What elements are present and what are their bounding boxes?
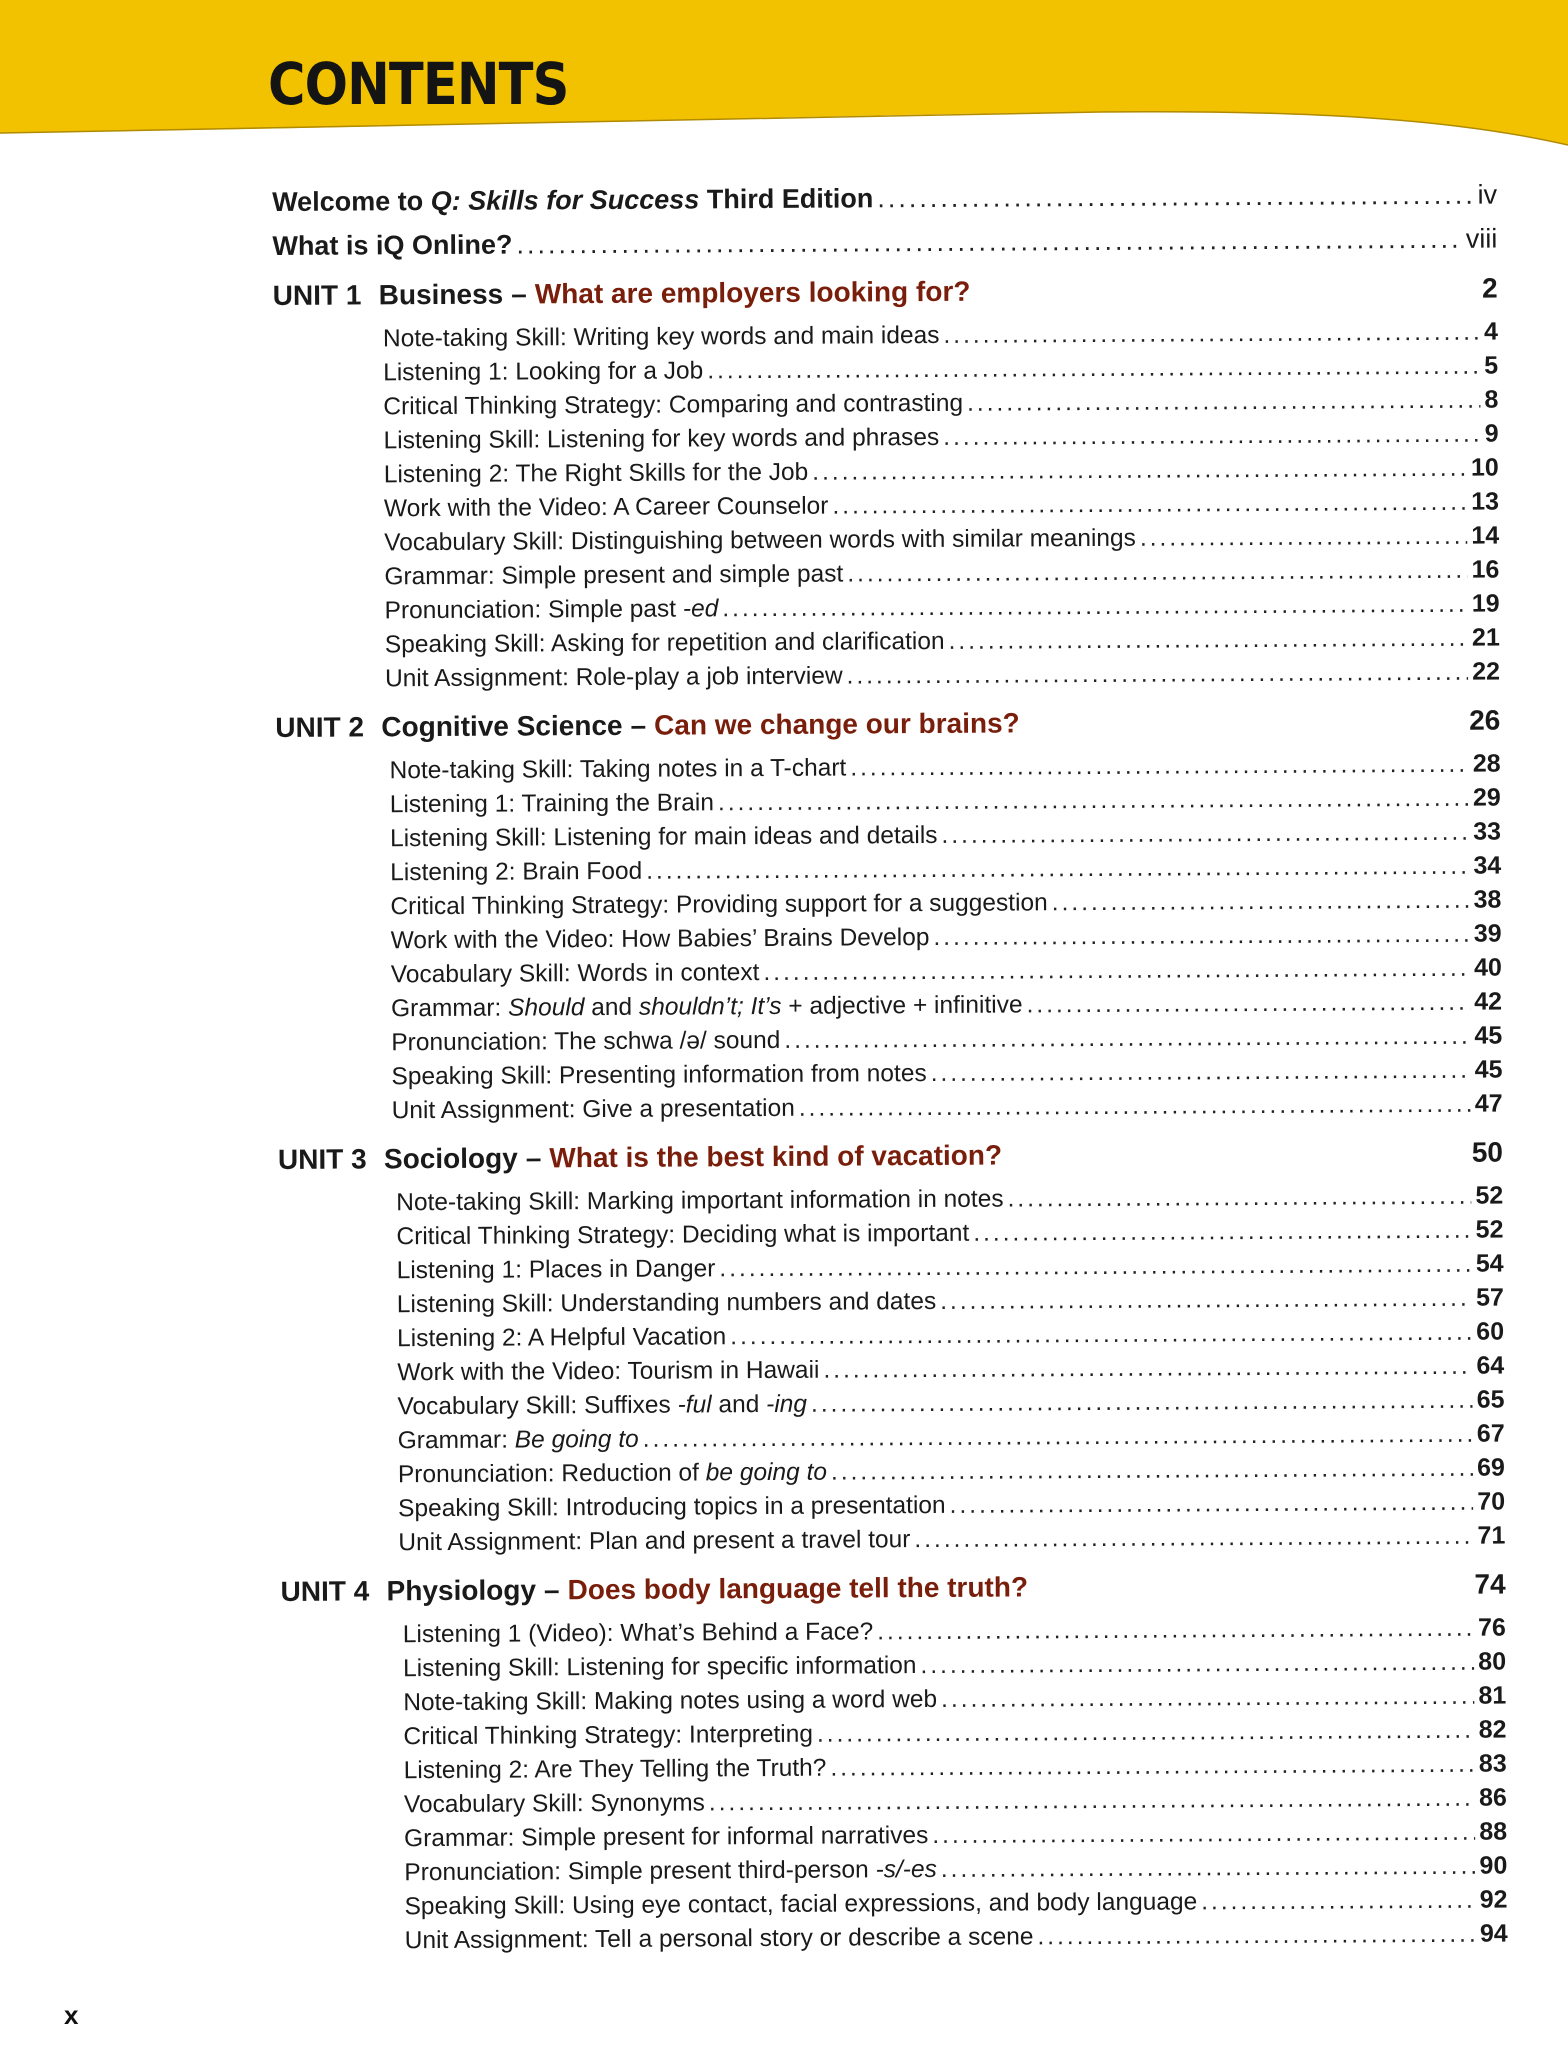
entry-page-number: 13 bbox=[1471, 487, 1500, 516]
unit-heading[interactable] bbox=[273, 263, 1498, 322]
label-text: Grammar: Simple present for informal narratives bbox=[404, 1822, 929, 1853]
unit-items bbox=[276, 747, 1503, 1128]
unit-items bbox=[281, 1610, 1508, 1957]
unit-question: What is the best kind of vacation? bbox=[549, 1139, 1003, 1174]
entry-title bbox=[396, 1217, 969, 1253]
entry-page-number: 33 bbox=[1473, 817, 1502, 846]
unit-heading[interactable] bbox=[278, 1126, 1503, 1185]
page-number-folio: x bbox=[64, 2000, 79, 2030]
unit-page-number: 74 bbox=[1474, 1568, 1506, 1600]
label-text: Work with the Video: How Babies’ Brains Develop bbox=[390, 923, 930, 955]
entry-title bbox=[383, 354, 703, 389]
unit-page-number: 50 bbox=[1471, 1136, 1504, 1168]
label-text: Listening Skill: Understanding numbers and dates bbox=[396, 1287, 937, 1319]
entry-page-number: 5 bbox=[1484, 351, 1499, 380]
entry-page-number: 81 bbox=[1478, 1681, 1507, 1710]
entry-title bbox=[384, 522, 1136, 560]
label-text: be going to bbox=[705, 1458, 828, 1487]
label-text: and bbox=[711, 1391, 767, 1419]
label-text: Should bbox=[508, 994, 585, 1022]
entry-title bbox=[390, 786, 714, 821]
toc-entry[interactable] bbox=[396, 1212, 1503, 1253]
toc-entry[interactable] bbox=[391, 1019, 1502, 1060]
entry-title bbox=[397, 1252, 716, 1287]
entry-title bbox=[385, 660, 843, 696]
entry-page-number: 39 bbox=[1473, 919, 1502, 948]
entry-page-number: 29 bbox=[1472, 783, 1501, 812]
toc-entry[interactable] bbox=[391, 985, 1502, 1026]
toc-entry[interactable] bbox=[390, 815, 1501, 856]
unit-dash: – bbox=[543, 1574, 560, 1606]
entry-page-number: 90 bbox=[1479, 1851, 1508, 1880]
toc-entry[interactable] bbox=[391, 917, 1502, 958]
header-banner bbox=[0, 0, 1568, 200]
toc-entry[interactable] bbox=[384, 485, 1499, 526]
dot-leader bbox=[1201, 1884, 1476, 1920]
page-title: CONTENTS bbox=[268, 50, 569, 118]
table-of-contents bbox=[272, 173, 1508, 1964]
entry-page-number: 57 bbox=[1475, 1283, 1504, 1312]
label-text: Vocabulary Skill: Distinguishing between words with similar meanings bbox=[384, 524, 1136, 557]
entry-page-number: 42 bbox=[1474, 987, 1503, 1016]
entry-title bbox=[391, 956, 760, 991]
entry-title bbox=[397, 1388, 807, 1424]
entry-title bbox=[398, 1423, 639, 1457]
label-text: -ing bbox=[766, 1390, 808, 1419]
dot-leader bbox=[943, 316, 1480, 353]
entry-page-number: 82 bbox=[1478, 1715, 1507, 1744]
toc-entry[interactable] bbox=[383, 349, 1498, 390]
entry-title bbox=[383, 319, 940, 355]
entry-title bbox=[390, 855, 642, 890]
label-text: Speaking Skill: Presenting information from notes bbox=[391, 1060, 927, 1091]
entry-page-number: 94 bbox=[1479, 1919, 1508, 1948]
entry-title bbox=[391, 1057, 926, 1093]
unit-subject: Sociology bbox=[383, 1142, 518, 1175]
toc-entry[interactable] bbox=[397, 1246, 1504, 1287]
entry-title bbox=[390, 819, 938, 855]
toc-entry[interactable] bbox=[403, 1678, 1506, 1719]
label-text: Listening 2: Are They Telling the Truth? bbox=[403, 1754, 827, 1785]
unit-number: UNIT 1 bbox=[272, 279, 362, 311]
label-text: Grammar: bbox=[397, 1426, 515, 1455]
dot-leader bbox=[719, 1248, 1472, 1287]
label-text: Grammar: bbox=[390, 994, 509, 1023]
label-text: Speaking Skill: Using eye contact, facial expressions, and body language bbox=[404, 1888, 1198, 1921]
entry-title bbox=[404, 1853, 937, 1889]
unit-heading[interactable] bbox=[275, 695, 1500, 754]
dot-leader bbox=[941, 1680, 1475, 1717]
label-text: Listening 1: Looking for a Job bbox=[383, 357, 704, 387]
toc-entry[interactable] bbox=[397, 1382, 1504, 1423]
label-text: Listening 2: A Helpful Vacation bbox=[396, 1323, 727, 1353]
label-text: Note-taking Skill: Marking important information in notes bbox=[396, 1185, 1004, 1217]
label-text: Unit Assignment: Give a presentation bbox=[391, 1094, 795, 1125]
toc-entry[interactable] bbox=[384, 553, 1499, 594]
entry-title bbox=[272, 223, 512, 268]
label-text: Critical Thinking Strategy: Deciding what is important bbox=[396, 1219, 970, 1251]
toc-entry[interactable] bbox=[390, 849, 1501, 890]
entry-page-number: 4 bbox=[1483, 317, 1499, 346]
entry-title bbox=[272, 176, 873, 224]
dot-leader bbox=[1007, 1180, 1471, 1217]
dot-leader bbox=[817, 1714, 1475, 1752]
front-matter-entry[interactable] bbox=[272, 173, 1497, 224]
entry-page-number: 64 bbox=[1476, 1351, 1505, 1380]
unit-page-number: 2 bbox=[1482, 272, 1498, 304]
toc-entry[interactable] bbox=[385, 587, 1500, 628]
toc-entry[interactable] bbox=[385, 655, 1500, 696]
dot-leader bbox=[914, 1520, 1473, 1557]
dot-leader bbox=[850, 748, 1469, 786]
label-text: Note-taking Skill: Taking notes in a T-chart bbox=[389, 754, 847, 785]
entry-page-number: 65 bbox=[1476, 1385, 1505, 1414]
entry-title bbox=[385, 625, 945, 661]
label-text: Pronunciation: Simple past bbox=[384, 595, 683, 625]
label-text: Grammar: Simple present and simple past bbox=[384, 560, 844, 591]
toc-entry[interactable] bbox=[398, 1484, 1505, 1525]
dot-leader bbox=[1140, 520, 1468, 556]
unit-section bbox=[273, 263, 1501, 696]
dot-leader bbox=[973, 1214, 1472, 1251]
unit-subject: Cognitive Science bbox=[381, 709, 623, 743]
dot-leader bbox=[948, 622, 1468, 659]
entry-page-number: 52 bbox=[1475, 1215, 1504, 1244]
entry-page-number: 45 bbox=[1474, 1021, 1503, 1050]
toc-entry[interactable] bbox=[390, 747, 1501, 788]
unit-section bbox=[280, 1558, 1507, 1957]
label-text: -s/-es bbox=[875, 1855, 937, 1884]
entry-page-number: 19 bbox=[1471, 589, 1500, 618]
toc-entry[interactable] bbox=[397, 1348, 1504, 1389]
unit-subject: Business bbox=[378, 278, 504, 311]
entry-page-number: 92 bbox=[1479, 1885, 1508, 1914]
unit-dash: – bbox=[511, 278, 527, 310]
toc-entry[interactable] bbox=[404, 1848, 1507, 1889]
dot-leader bbox=[763, 952, 1470, 990]
toc-entry[interactable] bbox=[390, 883, 1501, 924]
entry-title bbox=[404, 1752, 827, 1788]
label-text: Unit Assignment: Role-play a job interview bbox=[384, 662, 843, 693]
toc-entry[interactable] bbox=[405, 1916, 1508, 1957]
label-text: Work with the Video: Tourism in Hawaii bbox=[397, 1356, 820, 1387]
dot-leader bbox=[718, 782, 1469, 821]
entry-page-number: 9 bbox=[1484, 419, 1499, 448]
entry-page-number: 38 bbox=[1473, 885, 1502, 914]
dot-leader bbox=[831, 1452, 1473, 1490]
label-text: -ed bbox=[682, 595, 719, 623]
label-text: Note-taking Skill: Writing key words and main ideas bbox=[382, 321, 940, 353]
dot-leader bbox=[933, 918, 1470, 955]
unit-number: UNIT 3 bbox=[277, 1143, 367, 1175]
label-text: Note-taking Skill: Making notes using a word web bbox=[403, 1685, 938, 1717]
entry-title bbox=[383, 387, 963, 424]
entry-title bbox=[391, 1024, 780, 1059]
toc-entry[interactable] bbox=[398, 1450, 1505, 1491]
entry-page-number: 52 bbox=[1475, 1181, 1504, 1210]
entry-title bbox=[398, 1489, 946, 1525]
toc-entry[interactable] bbox=[396, 1178, 1503, 1219]
entry-page-number: 45 bbox=[1474, 1055, 1503, 1084]
dot-leader bbox=[1026, 986, 1470, 1023]
label-text: Vocabulary Skill: Suffixes bbox=[397, 1391, 678, 1421]
entry-title bbox=[397, 1320, 726, 1355]
entry-page-number: iv bbox=[1477, 179, 1498, 210]
entry-title bbox=[403, 1615, 874, 1651]
dot-leader bbox=[799, 1088, 1471, 1126]
label-text: Pronunciation: The schwa /ə/ sound bbox=[391, 1026, 781, 1057]
toc-entry[interactable] bbox=[397, 1280, 1504, 1321]
entry-title bbox=[405, 1920, 1034, 1957]
label-text: Critical Thinking Strategy: Providing support for a suggestion bbox=[390, 889, 1048, 921]
entry-title bbox=[383, 421, 939, 457]
entry-title bbox=[404, 1819, 928, 1855]
entry-title bbox=[403, 1649, 917, 1685]
label-text: Listening 1 (Video): What’s Behind a Face? bbox=[402, 1618, 874, 1649]
label-text: Vocabulary Skill: Synonyms bbox=[403, 1789, 705, 1819]
entry-page-number: 88 bbox=[1479, 1817, 1508, 1846]
label-text: Unit Assignment: Plan and present a travel tour bbox=[398, 1526, 911, 1557]
toc-entry[interactable] bbox=[398, 1518, 1505, 1559]
label-text: Third Edition bbox=[699, 183, 874, 215]
label-text: Critical Thinking Strategy: Comparing and contrasting bbox=[383, 389, 964, 421]
entry-title bbox=[391, 988, 1023, 1025]
label-text: Listening Skill: Listening for key words and phrases bbox=[383, 423, 940, 455]
toc-entry[interactable] bbox=[384, 519, 1499, 560]
dot-leader bbox=[811, 1384, 1473, 1422]
unit-dash: – bbox=[525, 1142, 542, 1174]
dot-leader bbox=[707, 350, 1480, 389]
entry-title bbox=[384, 456, 809, 492]
dot-leader bbox=[823, 1350, 1472, 1388]
entry-page-number: 71 bbox=[1477, 1521, 1506, 1550]
entry-page-number: 80 bbox=[1478, 1647, 1507, 1676]
entry-title bbox=[384, 558, 843, 594]
label-text: Pronunciation: Reduction of bbox=[397, 1459, 706, 1489]
unit-number: UNIT 2 bbox=[275, 711, 365, 743]
unit-dash: – bbox=[630, 709, 647, 741]
entry-title bbox=[404, 1885, 1197, 1923]
toc-entry[interactable] bbox=[383, 417, 1498, 458]
toc-entry[interactable] bbox=[391, 1053, 1502, 1094]
dot-leader bbox=[941, 1850, 1476, 1887]
entry-title bbox=[398, 1523, 910, 1559]
units-list bbox=[273, 263, 1508, 1958]
dot-leader bbox=[943, 418, 1481, 455]
label-text: Unit Assignment: Tell a personal story or describe a scene bbox=[404, 1923, 1034, 1955]
entry-title bbox=[397, 1354, 819, 1390]
dot-leader bbox=[932, 1816, 1475, 1853]
entry-title bbox=[390, 886, 1048, 923]
unit-page-number: 26 bbox=[1469, 704, 1501, 736]
entry-page-number: 60 bbox=[1476, 1317, 1505, 1346]
toc-entry[interactable] bbox=[392, 1086, 1503, 1127]
toc-entry[interactable] bbox=[403, 1644, 1506, 1685]
label-text: Critical Thinking Strategy: Interpreting bbox=[403, 1720, 814, 1751]
label-text: Q: Skills for Success bbox=[430, 184, 700, 217]
unit-subject: Physiology bbox=[386, 1574, 537, 1607]
label-text: Work with the Video: A Career Counselor bbox=[383, 492, 829, 523]
dot-leader bbox=[643, 1418, 1473, 1457]
dot-leader bbox=[784, 1020, 1470, 1058]
dot-leader bbox=[722, 588, 1468, 627]
entry-page-number: 16 bbox=[1471, 555, 1500, 584]
entry-title bbox=[396, 1183, 1004, 1220]
unit-question: Does body language tell the truth? bbox=[567, 1571, 1029, 1606]
dot-leader bbox=[967, 384, 1481, 421]
entry-page-number: 22 bbox=[1472, 657, 1501, 686]
label-text: Be going to bbox=[514, 1425, 639, 1454]
dot-leader bbox=[1052, 884, 1470, 921]
entry-title bbox=[384, 490, 829, 526]
toc-entry[interactable] bbox=[404, 1882, 1507, 1923]
toc-entry[interactable] bbox=[383, 315, 1498, 356]
label-text: Listening 2: The Right Skills for the Job bbox=[383, 458, 809, 489]
label-text: and bbox=[584, 993, 640, 1022]
banner-shape bbox=[0, 0, 1568, 200]
toc-entry[interactable] bbox=[384, 451, 1499, 492]
toc-entry[interactable] bbox=[404, 1814, 1507, 1855]
entry-title bbox=[398, 1456, 827, 1492]
entry-page-number: 54 bbox=[1475, 1249, 1504, 1278]
label-text: Speaking Skill: Asking for repetition and clarification bbox=[384, 627, 945, 659]
unit-question: Can we change our brains? bbox=[654, 707, 1020, 741]
label-text: -ful bbox=[677, 1391, 712, 1419]
label-text: Listening 2: Brain Food bbox=[390, 857, 643, 887]
toc-entry[interactable] bbox=[391, 951, 1502, 992]
entry-title bbox=[390, 752, 847, 788]
entry-page-number: 34 bbox=[1473, 851, 1502, 880]
dot-leader bbox=[940, 1282, 1472, 1319]
dot-leader bbox=[730, 1316, 1472, 1355]
entry-title bbox=[391, 921, 930, 957]
toc-entry[interactable] bbox=[404, 1746, 1507, 1787]
dot-leader bbox=[877, 1612, 1474, 1650]
entry-page-number: 47 bbox=[1474, 1089, 1503, 1118]
entry-page-number: 70 bbox=[1477, 1487, 1506, 1516]
front-matter-list bbox=[272, 173, 1498, 268]
entry-page-number: 14 bbox=[1471, 521, 1500, 550]
toc-entry[interactable] bbox=[385, 621, 1500, 662]
unit-question: What are employers looking for? bbox=[534, 275, 971, 310]
unit-section bbox=[275, 695, 1503, 1128]
toc-entry[interactable] bbox=[403, 1712, 1506, 1753]
dot-leader bbox=[846, 656, 1468, 694]
label-text: Listening Skill: Listening for main ideas and details bbox=[389, 821, 938, 853]
entry-page-number: 21 bbox=[1471, 623, 1500, 652]
toc-entry[interactable] bbox=[398, 1416, 1505, 1457]
toc-entry[interactable] bbox=[390, 781, 1501, 822]
toc-entry[interactable] bbox=[383, 383, 1498, 424]
label-text: Speaking Skill: Introducing topics in a presentation bbox=[398, 1491, 946, 1523]
entry-page-number: 28 bbox=[1472, 749, 1501, 778]
entry-page-number: 69 bbox=[1476, 1453, 1505, 1482]
dot-leader bbox=[931, 1054, 1471, 1091]
toc-entry[interactable] bbox=[397, 1314, 1504, 1355]
dot-leader bbox=[877, 173, 1474, 221]
label-text: shouldn’t; It’s bbox=[638, 992, 782, 1021]
dot-leader bbox=[847, 554, 1468, 592]
label-text: Welcome to bbox=[272, 186, 431, 217]
label-text: Listening 1: Training the Brain bbox=[389, 789, 715, 819]
dot-leader bbox=[646, 850, 1469, 889]
entry-page-number: viii bbox=[1465, 223, 1498, 254]
unit-heading[interactable] bbox=[280, 1558, 1505, 1617]
entry-title bbox=[403, 1683, 937, 1719]
entry-page-number: 86 bbox=[1479, 1783, 1507, 1812]
label-text: Pronunciation: Simple present third-person bbox=[404, 1856, 876, 1887]
unit-items bbox=[273, 315, 1500, 696]
dot-leader bbox=[812, 452, 1467, 490]
entry-title bbox=[392, 1092, 795, 1127]
entry-title bbox=[397, 1285, 937, 1321]
unit-items bbox=[278, 1178, 1505, 1559]
entry-page-number: 83 bbox=[1478, 1749, 1507, 1778]
dot-leader bbox=[941, 816, 1469, 853]
dot-leader bbox=[516, 217, 1462, 267]
entry-page-number: 40 bbox=[1473, 953, 1502, 982]
dot-leader bbox=[832, 486, 1467, 524]
unit-number: UNIT 4 bbox=[280, 1575, 370, 1607]
unit-section bbox=[278, 1126, 1506, 1559]
label-text: What is iQ Online? bbox=[272, 229, 513, 261]
dot-leader bbox=[920, 1646, 1474, 1683]
dot-leader bbox=[830, 1748, 1475, 1786]
entry-page-number: 8 bbox=[1484, 385, 1499, 414]
entry-page-number: 76 bbox=[1477, 1613, 1506, 1642]
toc-entry[interactable] bbox=[403, 1610, 1506, 1651]
entry-title bbox=[385, 592, 719, 627]
entry-page-number: 67 bbox=[1476, 1419, 1505, 1448]
label-text: + adjective + infinitive bbox=[781, 991, 1023, 1020]
dot-leader bbox=[1037, 1918, 1476, 1955]
label-text: Listening Skill: Listening for specific information bbox=[403, 1652, 917, 1683]
front-matter-entry[interactable] bbox=[272, 217, 1497, 268]
label-text: Listening 1: Places in Danger bbox=[396, 1255, 716, 1285]
entry-title bbox=[403, 1718, 813, 1754]
entry-title bbox=[404, 1786, 705, 1821]
label-text: Vocabulary Skill: Words in context bbox=[390, 959, 760, 989]
dot-leader bbox=[709, 1782, 1475, 1821]
dot-leader bbox=[950, 1486, 1474, 1523]
entry-page-number: 10 bbox=[1470, 453, 1499, 482]
toc-entry[interactable] bbox=[404, 1780, 1507, 1821]
